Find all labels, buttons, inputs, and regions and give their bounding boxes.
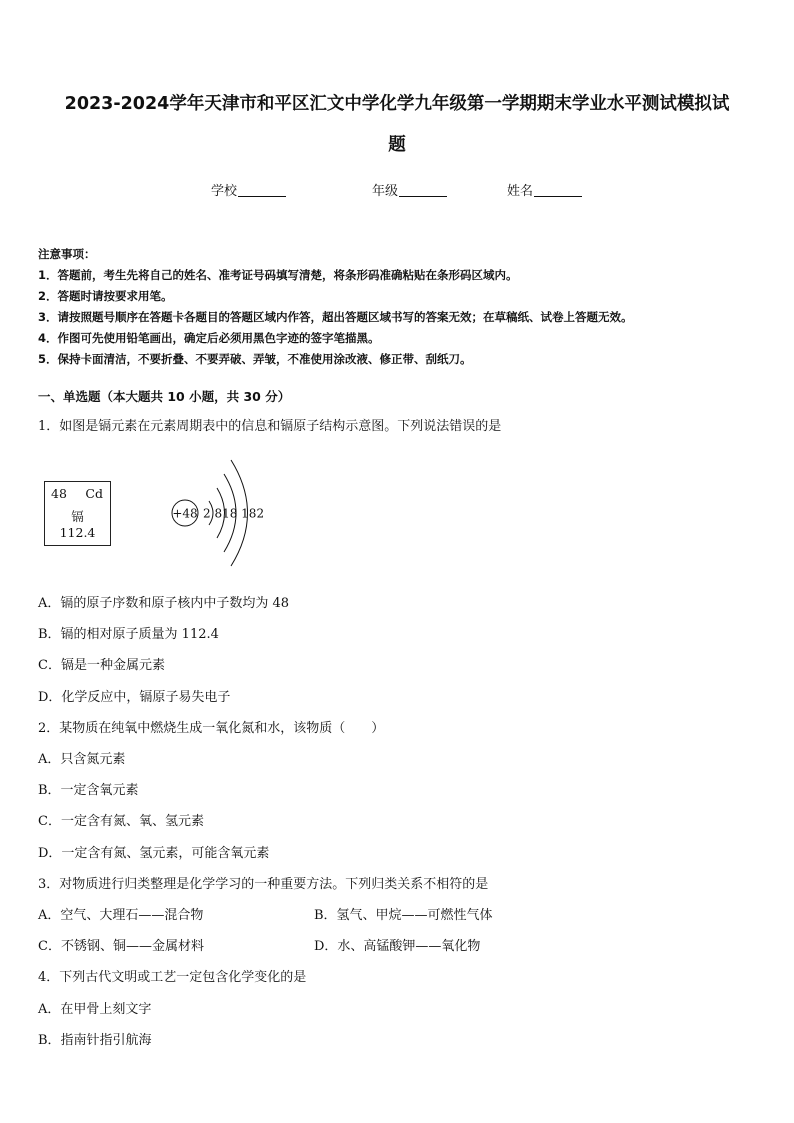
notes-heading: 注意事项： [38, 247, 96, 261]
atomic-number: 48 [51, 486, 67, 501]
grade-label: 年级 [372, 184, 399, 199]
section-heading: 一、单选题（本大题共 10 小题，共 30 分） [38, 389, 291, 404]
school-blank [238, 182, 286, 197]
name-field [507, 180, 582, 199]
student-info-row [0, 180, 794, 202]
question-3-option: D．水、高锰酸钾——氧化物 [314, 939, 481, 954]
question-1-option: B．镉的相对原子质量为 112.4 [38, 627, 219, 642]
name-blank [534, 182, 582, 197]
atomic-mass: 112.4 [59, 525, 96, 540]
name-label: 姓名 [507, 184, 534, 199]
question-1-option: D．化学反应中，镉原子易失电子 [38, 690, 231, 705]
question-2-option: A．只含氮元素 [38, 752, 126, 767]
question-2-stem: 2．某物质在纯氧中燃烧生成一氧化氮和水，该物质（ ） [38, 721, 385, 736]
element-symbol: Cd [85, 486, 103, 501]
notes-block [38, 244, 768, 370]
question-3-option: B．氢气、甲烷——可燃性气体 [314, 908, 493, 923]
question-4-option: A．在甲骨上刻文字 [38, 1002, 152, 1017]
question-3-option: C．不锈钢、铜——金属材料 [38, 939, 204, 954]
question-4-option: B．指南针指引航海 [38, 1033, 152, 1048]
grade-blank [399, 182, 447, 197]
note-item: 4．作图可先使用铅笔画出，确定后必须用黑色字迹的签字笔描黑。 [38, 331, 380, 345]
electron-shell-counts: 2 818 182 [203, 506, 265, 521]
question-4-stem: 4．下列古代文明或工艺一定包含化学变化的是 [38, 970, 307, 985]
note-item: 1．答题前，考生先将自己的姓名、准考证号码填写清楚，将条形码准确粘贴在条形码区域内。 [38, 268, 518, 282]
question-3-option: A．空气、大理石——混合物 [38, 908, 204, 923]
atom-structure-diagram [168, 450, 278, 575]
exam-title-line2: 题 [388, 135, 406, 155]
element-name: 镉 [71, 509, 84, 524]
school-field [211, 180, 286, 199]
question-2-option: B．一定含氧元素 [38, 783, 139, 798]
question-2-option: C．一定含有氮、氧、氢元素 [38, 814, 204, 829]
note-item: 3．请按照题号顺序在答题卡各题目的答题区域内作答，超出答题区域书写的答案无效；在草稿纸、试卷上答题无效。 [38, 310, 633, 324]
school-label: 学校 [211, 184, 238, 199]
nucleus-charge: +48 [172, 506, 198, 521]
grade-field [372, 180, 447, 199]
note-item: 2．答题时请按要求用笔。 [38, 289, 173, 303]
question-2-option: D．一定含有氮、氢元素，可能含氧元素 [38, 846, 270, 861]
question-1-option: A．镉的原子序数和原子核内中子数均为 48 [38, 596, 290, 611]
question-3-stem: 3．对物质进行归类整理是化学学习的一种重要方法。下列归类关系不相符的是 [38, 877, 489, 892]
exam-title-line1: 2023-2024学年天津市和平区汇文中学化学九年级第一学期期末学业水平测试模拟试 [64, 94, 730, 114]
question-1-option: C．镉是一种金属元素 [38, 658, 165, 673]
periodic-table-cell [44, 481, 111, 546]
question-1-stem: 1．如图是镉元素在元素周期表中的信息和镉原子结构示意图。下列说法错误的是 [38, 419, 502, 434]
note-item: 5．保持卡面清洁，不要折叠、不要弄破、弄皱，不准使用涂改液、修正带、刮纸刀。 [38, 352, 472, 366]
